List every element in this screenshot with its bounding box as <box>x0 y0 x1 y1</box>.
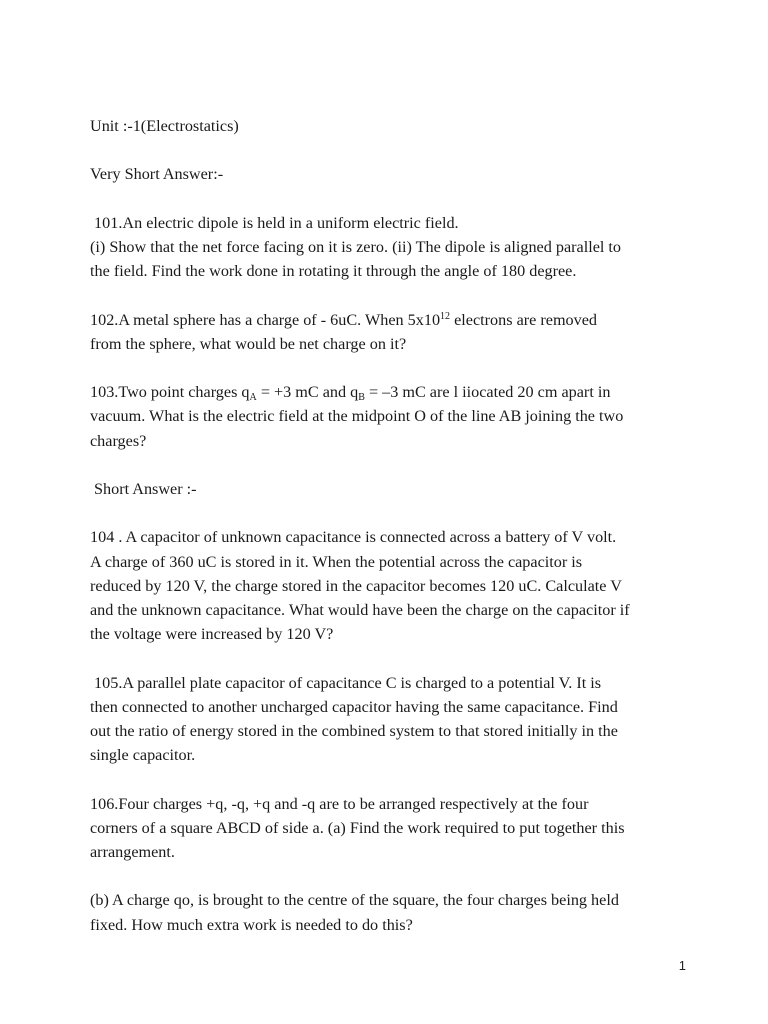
subscript: B <box>358 392 365 404</box>
question-line: 101.An electric dipole is held in a uniform electric field. <box>90 213 459 232</box>
document-body <box>90 114 680 937</box>
question-line: and the unknown capacitance. What would have been the charge on the capacitor if <box>90 600 630 619</box>
question-line: (b) A charge qo, is brought to the centre of the square, the four charges being held <box>90 891 619 910</box>
question-line: fixed. How much extra work is needed to do this? <box>90 915 413 934</box>
question-106 <box>90 792 680 937</box>
question-line <box>90 380 680 404</box>
question-line: then connected to another uncharged capacitor having the same capacitance. Find <box>90 697 618 716</box>
question-text: = +3 mC and q <box>256 383 359 402</box>
question-105 <box>90 671 680 768</box>
question-line: arrangement. <box>90 842 175 861</box>
unit-title: Unit :-1(Electrostatics) <box>90 117 239 135</box>
question-line: the field. Find the work done in rotating it through the angle of 180 degree. <box>90 262 577 281</box>
question-line <box>90 308 680 332</box>
question-104 <box>90 525 680 646</box>
question-101 <box>90 211 680 284</box>
section-heading-short: Short Answer :- <box>90 479 197 498</box>
question-line: vacuum. What is the electric field at the midpoint O of the line AB joining the two <box>90 407 624 426</box>
question-line: A charge of 360 uC is stored in it. When the potential across the capacitor is <box>90 552 583 571</box>
question-line: (i) Show that the net force facing on it is zero. (ii) The dipole is aligned parallel to <box>90 237 622 256</box>
question-line: from the sphere, what would be net charge on it? <box>90 334 407 353</box>
section-heading-very-short: Very Short Answer:- <box>90 165 224 184</box>
page-number: 1 <box>678 958 686 973</box>
question-text: = –3 mC are l iiocated 20 cm apart in <box>364 383 611 402</box>
question-line: the voltage were increased by 120 V? <box>90 625 334 644</box>
question-line: out the ratio of energy stored in the combined system to that stored initially in the <box>90 721 618 740</box>
question-line: 105.A parallel plate capacitor of capacitance C is charged to a potential V. It is <box>90 673 602 692</box>
question-line: corners of a square ABCD of side a. (a) Find the work required to put together this <box>90 818 625 837</box>
question-line: charges? <box>90 431 147 450</box>
question-102 <box>90 308 680 356</box>
question-line: single capacitor. <box>90 746 196 765</box>
question-line: 106.Four charges +q, -q, +q and -q are to be arranged respectively at the four <box>90 794 589 813</box>
question-text: 103.Two point charges q <box>90 383 250 402</box>
question-line: reduced by 120 V, the charge stored in the capacitor becomes 120 uC. Calculate V <box>90 576 622 595</box>
question-line: 104 . A capacitor of unknown capacitance is connected across a battery of V volt. <box>90 528 617 547</box>
question-text: 102.A metal sphere has a charge of - 6uC. When 5x10 <box>90 310 441 329</box>
question-text: electrons are removed <box>450 310 598 329</box>
subscript: A <box>249 392 257 404</box>
question-103 <box>90 380 680 453</box>
exponent: 12 <box>440 310 451 322</box>
